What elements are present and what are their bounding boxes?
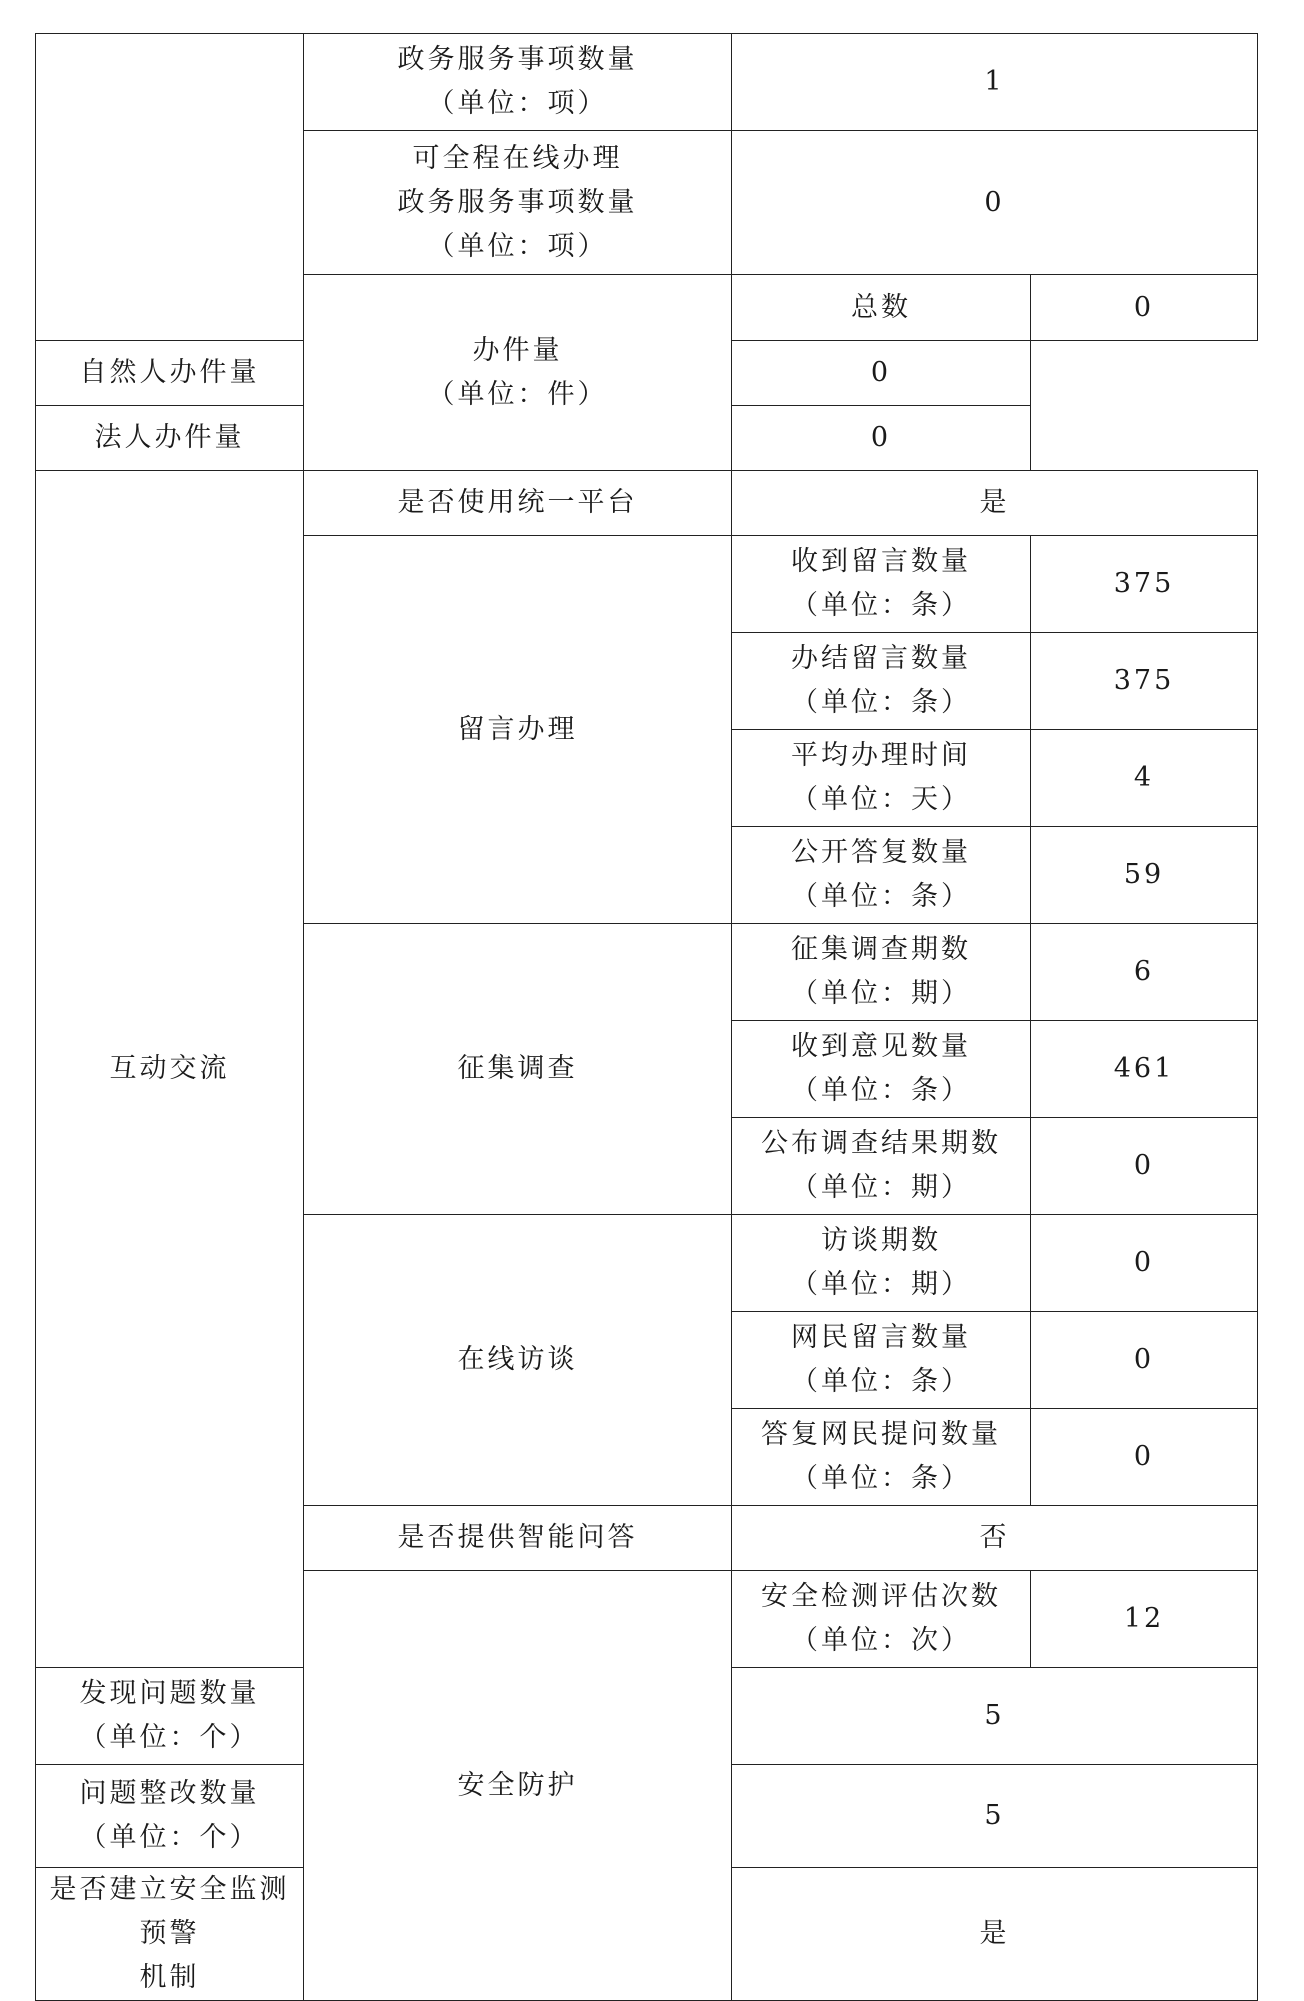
label-netizen-questions-answered [732,1409,1031,1506]
cell-text-line: 征集调查期数 [791,934,971,965]
cell-text-line: 公开答复数量 [791,837,971,868]
cell-text-line: （单位：条） [791,590,971,621]
cell-text-line: （单位：天） [791,784,971,815]
cell-text-line: 政务服务事项数量 [397,44,638,75]
label-smart-qa: 是否提供智能问答 [304,1506,732,1571]
cell-text-line: 收到意见数量 [791,1031,971,1062]
value-natural-person-cases: 0 [732,341,1031,406]
cell-text-line: （单位：条） [791,1366,971,1397]
label-legal-person-cases: 法人办件量 [36,406,304,471]
value-public-replies: 59 [1031,827,1258,924]
cell-text-line: 收到留言数量 [791,546,971,577]
label-monitoring-mechanism [36,1868,304,2001]
cell-text-line: （单位：个） [79,1822,260,1853]
label-avg-handling-time [732,730,1031,827]
value-messages-received: 375 [1031,536,1258,633]
cell-text-line: 机制 [139,1962,200,1993]
cell-text-line: （单位：期） [791,978,971,1009]
label-online-service-items [304,131,732,275]
value-smart-qa: 否 [732,1506,1258,1571]
label-issues-fixed [36,1765,304,1868]
label-security-assessments [732,1571,1031,1668]
value-issues-fixed: 5 [732,1765,1258,1868]
value-netizen-messages: 0 [1031,1312,1258,1409]
label-online-interview: 在线访谈 [304,1215,732,1506]
value-opinions-received: 461 [1031,1021,1258,1118]
cell-text-line: 访谈期数 [821,1225,941,1256]
label-interview-periods [732,1215,1031,1312]
cell-text-line: 问题整改数量 [79,1778,260,1809]
cell-text-line: （单位：件） [427,378,608,410]
label-case-total: 总数 [732,275,1031,341]
cell-text-line: 平均办理时间 [791,740,971,771]
value-messages-closed: 375 [1031,633,1258,730]
website-statistics-table [35,33,1258,2001]
label-unified-platform: 是否使用统一平台 [304,471,732,536]
value-netizen-questions-answered: 0 [1031,1409,1258,1506]
cell-text-line: 网民留言数量 [791,1322,971,1353]
value-online-service-items: 0 [732,131,1258,275]
cell-text-line: （单位：次） [791,1625,971,1656]
label-survey: 征集调查 [304,924,732,1215]
cell-text-line: 政务服务事项数量 [397,186,638,218]
value-interview-periods: 0 [1031,1215,1258,1312]
label-message-handling: 留言办理 [304,536,732,924]
value-gov-service-items: 1 [732,34,1258,131]
table-row [36,34,1258,131]
cell-text-line: 可全程在线办理 [412,142,623,174]
value-survey-results-published: 0 [1031,1118,1258,1215]
cell-text-line: 发现问题数量 [79,1678,260,1709]
cell-text-line: （单位：条） [791,1075,971,1106]
cell-text-line: 是否建立安全监测预警 [49,1874,290,1949]
cell-text-line: （单位：项） [427,230,608,262]
cell-text-line: （单位：条） [791,1463,971,1494]
label-natural-person-cases: 自然人办件量 [36,341,304,406]
cell-text-line: 安全检测评估次数 [761,1581,1001,1612]
label-survey-periods [732,924,1031,1021]
cell-text-line: 办件量 [472,334,563,366]
cell-text-line: （单位：期） [791,1269,971,1300]
section-interaction: 互动交流 [36,471,304,1668]
value-unified-platform: 是 [732,471,1258,536]
table-row [36,471,1258,536]
label-opinions-received [732,1021,1031,1118]
value-avg-handling-time: 4 [1031,730,1258,827]
label-gov-service-items [304,34,732,131]
label-public-replies [732,827,1031,924]
label-messages-received [732,536,1031,633]
value-case-total: 0 [1031,275,1258,341]
label-messages-closed [732,633,1031,730]
table-body [36,34,1258,2001]
label-netizen-messages [732,1312,1031,1409]
label-issues-found [36,1668,304,1765]
cell-text-line: （单位：项） [427,88,608,119]
value-security-assessments: 12 [1031,1571,1258,1668]
value-issues-found: 5 [732,1668,1258,1765]
cell-text-line: （单位：个） [79,1722,260,1753]
cell-text-line: （单位：条） [791,687,971,718]
value-monitoring-mechanism: 是 [732,1868,1258,2001]
cell-text-line: 答复网民提问数量 [761,1419,1001,1450]
section-security: 安全防护 [304,1571,732,2001]
cell-text-line: 办结留言数量 [791,643,971,674]
cell-text-line: （单位：条） [791,881,971,912]
label-survey-results-published [732,1118,1031,1215]
label-case-volume [304,275,732,471]
cell-text-line: （单位：期） [791,1172,971,1203]
cell-text-line: 公布调查结果期数 [761,1128,1001,1159]
value-legal-person-cases: 0 [732,406,1031,471]
value-survey-periods: 6 [1031,924,1258,1021]
section-cell-gov-services [36,34,304,341]
